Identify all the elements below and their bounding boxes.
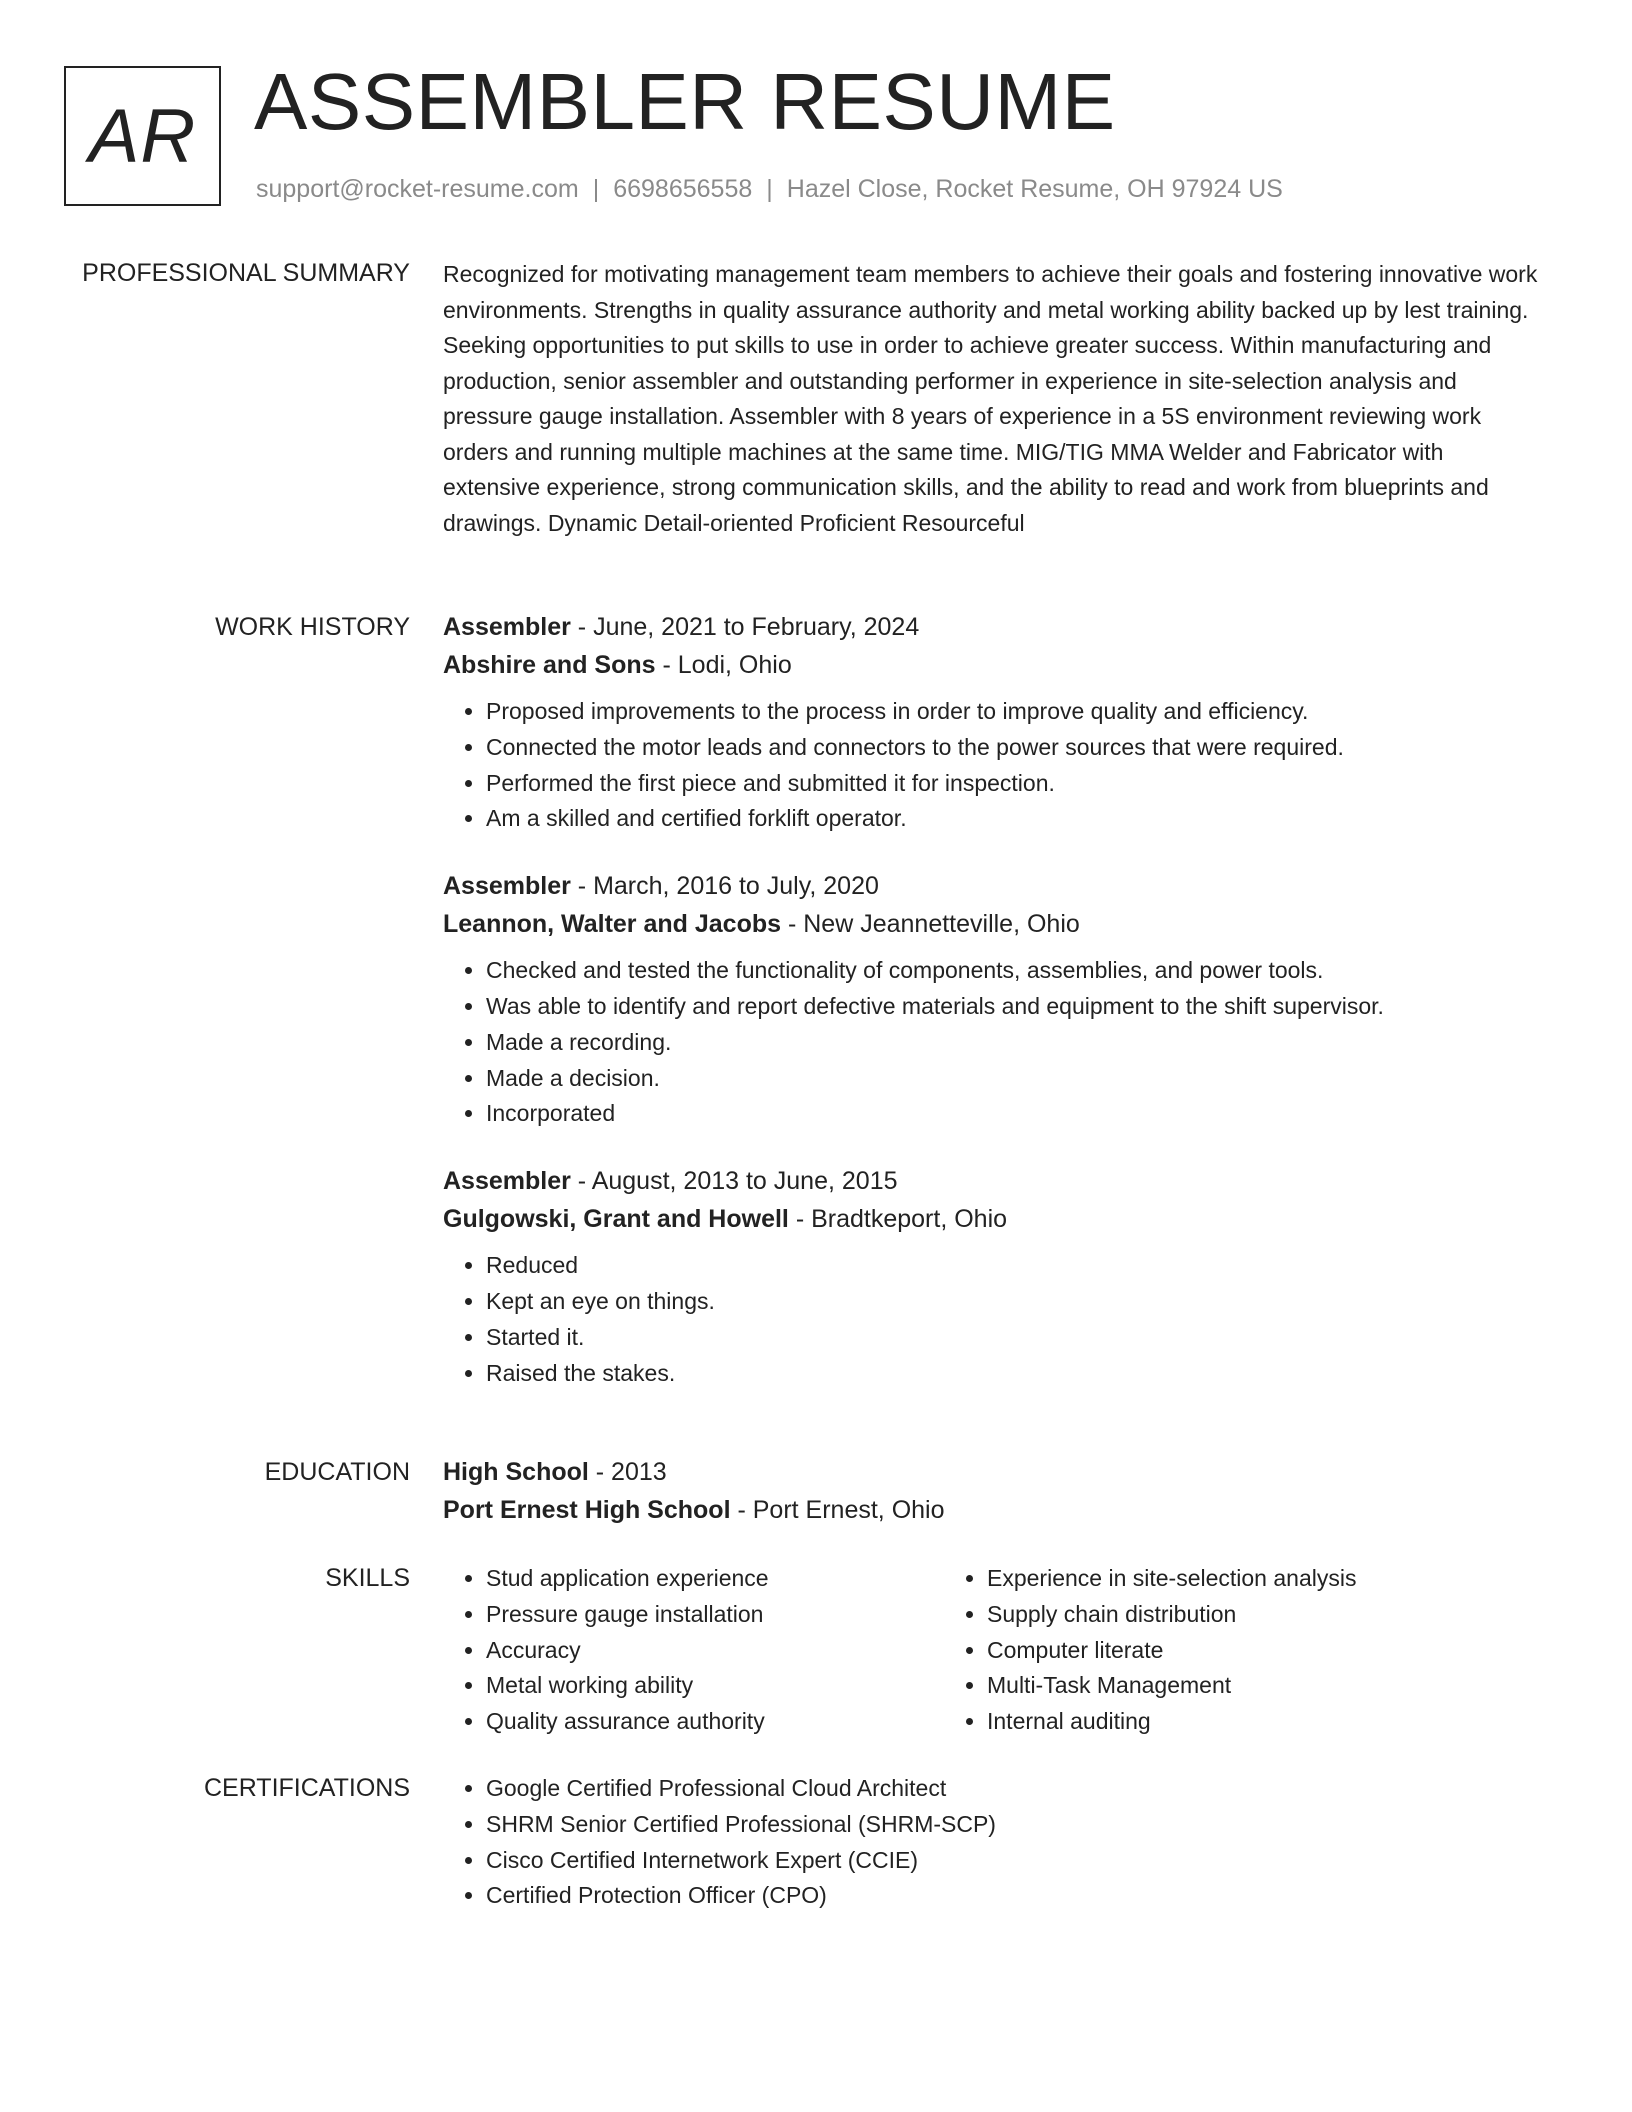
job-location: - Bradtkeport, Ohio xyxy=(788,1205,1008,1234)
skill-item: • Pressure gauge installation xyxy=(486,1597,944,1633)
job-dates: - August, 2013 to June, 2015 xyxy=(570,1167,898,1196)
skill-item: • Stud application experience xyxy=(486,1561,944,1597)
section-label-certifications: CERTIFICATIONS xyxy=(203,1774,410,1802)
job-bullet-list xyxy=(443,694,1543,837)
skill-item: • Accuracy xyxy=(486,1633,944,1669)
initials-monogram: AR xyxy=(64,66,221,206)
contact-separator: | xyxy=(766,175,773,203)
job-dates: - March, 2016 to July, 2020 xyxy=(570,872,879,901)
job-bullet-list xyxy=(443,953,1543,1132)
skill-item: • Computer literate xyxy=(987,1633,1445,1669)
job-entry xyxy=(443,867,1543,1132)
job-bullet: • Am a skilled and certified forklift operator. xyxy=(486,801,1543,837)
certification-item: • Cisco Certified Internetwork Expert (CCIE) xyxy=(486,1843,1543,1879)
job-title-line xyxy=(443,608,1543,646)
job-dates: - June, 2021 to February, 2024 xyxy=(570,613,920,641)
certification-item: • Certified Protection Officer (CPO) xyxy=(486,1878,1543,1914)
skill-item: • Quality assurance authority xyxy=(486,1704,944,1740)
job-title-line xyxy=(443,867,1543,905)
section-label-education: EDUCATION xyxy=(264,1458,410,1486)
skills-list-left xyxy=(443,1561,944,1740)
job-company-line xyxy=(443,905,1543,943)
job-title: Assembler xyxy=(443,613,571,641)
education-body xyxy=(443,1453,1543,1529)
job-entry xyxy=(443,608,1543,837)
job-company: Abshire and Sons xyxy=(443,651,656,679)
job-company: Gulgowski, Grant and Howell xyxy=(443,1205,789,1234)
job-bullet: • Checked and tested the functionality of components, assemblies, and power tools. xyxy=(486,953,1543,989)
job-title: Assembler xyxy=(443,872,571,901)
job-bullet: • Raised the stakes. xyxy=(486,1356,1543,1392)
skill-item: • Internal auditing xyxy=(987,1704,1445,1740)
skills-list-right xyxy=(944,1561,1445,1740)
summary-text: Recognized for motivating management team members to achieve their goals and fostering innovative work environments. Strengths in quality assurance authority and metal working ability backed up by lest training. Seeking opportunities to put skills to use in order to achieve greater success. Within manufacturing and production, senior assembler and outstanding performer in experience in site-selection analysis and pressure gauge installation. Assembler with 8 years of experience in a 5S environment reviewing work orders and running multiple machines at the same time. MIG/TIG MMA Welder and Fabricator with extensive experience, strong communication skills, and the ability to read and work from blueprints and drawings. Dynamic Detail-oriented Proficient Resourceful xyxy=(443,261,1538,536)
education-school: Port Ernest High School xyxy=(443,1496,731,1524)
education-location: - Port Ernest, Ohio xyxy=(730,1496,945,1524)
certifications-list xyxy=(443,1771,1543,1914)
job-location: - New Jeannetteville, Ohio xyxy=(781,910,1080,939)
job-bullet: • Incorporated xyxy=(486,1096,1543,1132)
skill-item: • Metal working ability xyxy=(486,1668,944,1704)
contact-email[interactable]: support@rocket-resume.com xyxy=(256,175,579,203)
job-title-line xyxy=(443,1162,1543,1200)
job-bullet: • Performed the first piece and submitted it for inspection. xyxy=(486,766,1543,802)
job-company: Leannon, Walter and Jacobs xyxy=(443,910,782,939)
education-year: - 2013 xyxy=(588,1458,667,1486)
job-company-line xyxy=(443,1200,1543,1238)
section-label-skills: SKILLS xyxy=(325,1564,410,1592)
job-bullet: • Connected the motor leads and connectors to the power sources that were required. xyxy=(486,730,1543,766)
contact-address: Hazel Close, Rocket Resume, OH 97924 US xyxy=(786,175,1283,203)
certification-item: • SHRM Senior Certified Professional (SHRM-SCP) xyxy=(486,1807,1543,1843)
education-school-line xyxy=(443,1491,1543,1529)
section-label-summary: PROFESSIONAL SUMMARY xyxy=(82,259,410,287)
certifications-body xyxy=(443,1771,1543,1914)
job-bullet: • Was able to identify and report defective materials and equipment to the shift supervisor. xyxy=(486,989,1543,1025)
skills-body xyxy=(443,1561,1543,1740)
job-bullet: • Made a decision. xyxy=(486,1061,1543,1097)
job-bullet: • Made a recording. xyxy=(486,1025,1543,1061)
section-label-work-history: WORK HISTORY xyxy=(215,613,410,641)
contact-phone[interactable]: 6698656558 xyxy=(613,175,753,203)
skills-columns xyxy=(443,1561,1543,1740)
job-entry xyxy=(443,1162,1543,1391)
certification-item: • Google Certified Professional Cloud Architect xyxy=(486,1771,1543,1807)
job-bullet-list xyxy=(443,1248,1543,1391)
contact-separator: | xyxy=(592,175,600,203)
summary-body xyxy=(443,257,1543,541)
job-company-line xyxy=(443,646,1543,684)
job-list xyxy=(443,608,1543,1391)
contact-line xyxy=(256,172,1283,206)
education-degree: High School xyxy=(443,1458,589,1486)
job-bullet: • Started it. xyxy=(486,1320,1543,1356)
skill-item: • Multi-Task Management xyxy=(987,1668,1445,1704)
page-title: ASSEMBLER RESUME xyxy=(254,57,1116,146)
skill-item: • Experience in site-selection analysis xyxy=(987,1561,1445,1597)
job-title: Assembler xyxy=(443,1167,571,1196)
job-location: - Lodi, Ohio xyxy=(655,651,792,679)
education-degree-line xyxy=(443,1453,1543,1491)
skill-item: • Supply chain distribution xyxy=(987,1597,1445,1633)
work-history-body xyxy=(443,608,1543,1391)
job-bullet: • Proposed improvements to the process in order to improve quality and efficiency. xyxy=(486,694,1543,730)
job-bullet: • Kept an eye on things. xyxy=(486,1284,1543,1320)
job-bullet: • Reduced xyxy=(486,1248,1543,1284)
